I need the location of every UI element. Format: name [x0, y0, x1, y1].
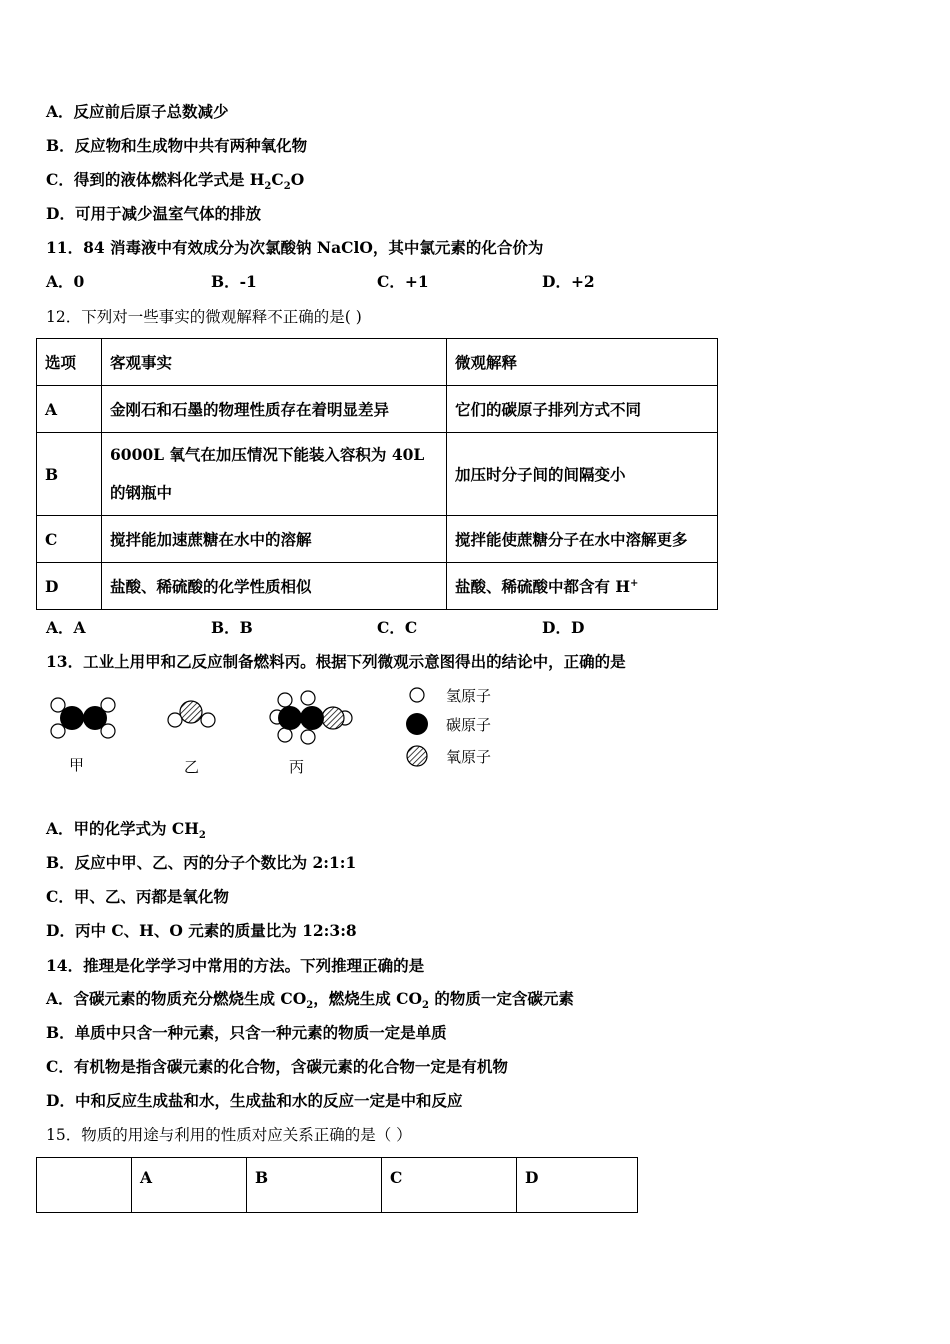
table-cell: 盐酸、稀硫酸中都含有 H+: [447, 563, 718, 610]
table-cell: 金刚石和石墨的物理性质存在着明显差异: [102, 386, 447, 433]
fact-line-1: 6000L 氧气在加压情况下能装入容积为 40L: [110, 445, 425, 464]
q11-option-c: C．+1: [377, 272, 429, 291]
q13-option-d: D．丙中 C、H、O 元素的质量比为 12:3:8: [46, 921, 357, 940]
fact-line-2: 的钢瓶中: [110, 483, 173, 502]
header-cell: 微观解释: [447, 339, 718, 386]
legend: [406, 688, 428, 766]
q14-stem: 14．推理是化学学习中常用的方法。下列推理正确的是: [46, 956, 425, 975]
q13-option-c: C．甲、乙、丙都是氧化物: [46, 887, 229, 906]
legend-hydrogen-label: 氢原子: [446, 687, 492, 705]
table-header-row: [37, 1158, 638, 1213]
q10-option-b: B．反应物和生成物中共有两种氧化物: [46, 136, 308, 155]
q12-option-d: D．D: [542, 618, 585, 637]
molecule-bing: [270, 691, 352, 744]
q10-option-a: A．反应前后原子总数减少: [46, 102, 229, 121]
molecule-yi: [168, 701, 215, 727]
molecule-jia: [51, 698, 115, 738]
molecule-label-bing: 丙: [289, 758, 305, 776]
q11-stem: 11．84 消毒液中有效成分为次氯酸钠 NaClO，其中氯元素的化合价为: [46, 238, 544, 257]
molecule-label-yi: 乙: [184, 758, 200, 776]
q14-option-a: A．含碳元素的物质充分燃烧生成 $CO_2$，燃烧生成 $CO_2$ 的物质一定含碳元素: [46, 989, 574, 1012]
header-cell: 选项: [37, 339, 102, 386]
q12-option-c: C．C: [377, 618, 418, 637]
legend-oxygen-label: 氧原子: [446, 748, 492, 766]
table-header-row: [37, 339, 718, 386]
q12-table: [36, 338, 718, 610]
q13-option-b: B．反应中甲、乙、丙的分子个数比为 2:1:1: [46, 853, 357, 872]
q13-stem: 13．工业上用甲和乙反应制备燃料丙。根据下列微观示意图得出的结论中，正确的是: [46, 652, 626, 671]
table-cell: B: [37, 433, 102, 516]
header-cell: 客观事实: [102, 339, 447, 386]
table-cell: 搅拌能使蔗糖分子在水中溶解更多: [447, 516, 718, 563]
legend-carbon-icon: [406, 713, 428, 735]
q10-option-c: C．得到的液体燃料化学式是 $H_2C_2O$: [46, 170, 305, 193]
table-cell: A: [37, 386, 102, 433]
q15-table: [36, 1157, 638, 1213]
q11-option-b: B．-1: [211, 272, 257, 291]
table-cell: C: [37, 516, 102, 563]
q10-option-d: D．可用于减少温室气体的排放: [46, 204, 261, 223]
q14-option-c: C．有机物是指含碳元素的化合物，含碳元素的化合物一定是有机物: [46, 1057, 508, 1076]
q13-option-a: A．甲的化学式为 $CH_2$: [46, 819, 206, 842]
table-row: [37, 433, 718, 516]
table-cell: 它们的碳原子排列方式不同: [447, 386, 718, 433]
q12-option-b: B．B: [211, 618, 253, 637]
legend-hydrogen-icon: [410, 688, 424, 702]
table-row: [37, 563, 718, 610]
q11-option-a: A．0: [46, 272, 85, 291]
q12-stem: 12．下列对一些事实的微观解释不正确的是( ): [46, 308, 362, 326]
legend-carbon-label: 碳原子: [446, 716, 492, 734]
legend-oxygen-icon: [407, 746, 427, 766]
q14-option-b: B．单质中只含一种元素，只含一种元素的物质一定是单质: [46, 1023, 447, 1042]
table-cell: 加压时分子间的间隔变小: [447, 433, 718, 516]
header-cell: C: [382, 1158, 517, 1213]
table-cell: [102, 433, 447, 516]
header-cell: B: [247, 1158, 382, 1213]
table-cell: 盐酸、稀硫酸的化学性质相似: [102, 563, 447, 610]
q14-option-d: D．中和反应生成盐和水，生成盐和水的反应一定是中和反应: [46, 1091, 463, 1110]
header-cell: [37, 1158, 132, 1213]
table-row: [37, 386, 718, 433]
header-cell: A: [132, 1158, 247, 1213]
q12-option-a: A．A: [46, 618, 86, 637]
molecule-label-jia: 甲: [69, 756, 85, 774]
table-row: [37, 516, 718, 563]
q11-option-d: D．+2: [542, 272, 595, 291]
table-cell: 搅拌能加速蔗糖在水中的溶解: [102, 516, 447, 563]
table-cell: D: [37, 563, 102, 610]
header-cell: D: [517, 1158, 638, 1213]
q15-stem: 15．物质的用途与利用的性质对应关系正确的是（ ）: [46, 1126, 412, 1144]
